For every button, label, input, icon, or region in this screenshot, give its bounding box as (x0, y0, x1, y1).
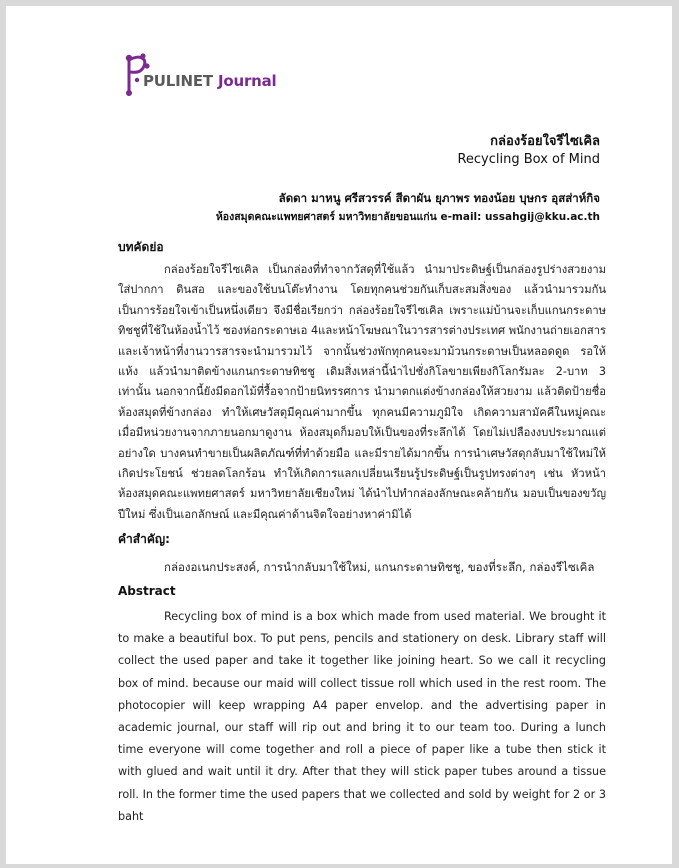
title-english: Recycling Box of Mind (457, 152, 600, 167)
keywords-list: กล่องอเนกประสงค์, การนำกลับมาใช้ใหม่, แกนกระดาษทิชชู, ของที่ระลึก, กล่องรีไซเคิล (164, 560, 595, 574)
keywords-heading: คำสำคัญ: (118, 532, 170, 546)
abstract-english-heading: Abstract (118, 584, 176, 598)
logo-wordmark (143, 72, 277, 90)
journal-page (6, 6, 672, 864)
pulinet-logo (121, 50, 311, 98)
abstract-thai-body: กล่องร้อยใจรีไซเคิล เป็นกล่องที่ทำจากวัสดุที่ใช้แล้ว นำมาประดิษฐ์เป็นกล่องรูปร่างสวยงาม ใส่ปากกา ดินสอ และของใช้บนโต๊ะทำงาน โดยทุกคนช่วยกันเก็บสะสมสิ่งของ แล้วนำมารวมกัน เป็นการร้อยใจเข้าเป็นหนึ่งเดียว จึงมีชื่อเรียกว่า กล่องร้อยใจรีไซเคิล เพราะแม่บ้านจะเก็บแกนกระดาษทิชชูที่ใช้ในห้องน้ำไว้ ซองห่อกระดาษเอ 4และหน้าโฆษณาในวารสารต่างประเทศ พนักงานถ่ายเอกสารและเจ้าหน้าที่งานวารสารจะนำมารวมไว้ จากนั้นช่วงพักทุกคนจะมาม้วนกระดาษเป็นหลอดดูด รอให้แห้ง แล้วนำมาติดข้างแกนกระดาษทิชชู เดิมสิ่งเหล่านี้นำไปชั่งกิโลขายเพียงกิโลกรัมละ 2-บาท 3 เท่านั้น นอกจากนี้ยังมีดอกไม้ที่รื้อจากป้ายนิทรรศการ นำมาตกแต่งข้างกล่องให้สวยงาม แล้วติดป้ายชื่อห้องสมุดที่ข้างกล่อง ทำให้เศษวัสดุมีคุณค่ามากขึ้น ทุกคนมีความภูมิใจ เกิดความสามัคคีในหมู่คณะ เมื่อมีหน่วยงานจากภายนอกมาดูงาน ห้องสมุดก็มอบให้เป็นของที่ระลึกได้ โดยไม่เปลืองงบประมาณแต่อย่างใด บางคนทำขายเป็นผลิตภัณฑ์ที่ทำด้วยมือ และมีรายได้มากขึ้น การนำเศษวัสดุกลับมาใช้ใหม่ให้เกิดประโยชน์ ช่วยลดโลกร้อน ทำให้เกิดการแลกเปลี่ยนเรียนรู้ประดิษฐ์เป็นรูปทรงต่างๆ เช่น หัวหน้าห้องสมุดคณะแพทยศาสตร์ มหาวิทยาลัยเชียงใหม่ ได้นำไปทำกล่องลักษณะคล้ายกัน มอบเป็นของขวัญปีใหม่ ซึ่งเป็นเอกลักษณ์ และมีคุณค่าด้านจิตใจอย่างหาค่ามิได้ (118, 263, 606, 521)
abstract-english-body: Recycling box of mind is a box which made from used material. We brought it to make a beautiful box. To put pens, pencils and stationery on desk. Library staff will collect the used paper and take it together like joining heart. So we call it recycling box of mind. because our maid will collect tissue roll which used in the rest room. The photocopier will keep wrapping A4 paper envelop. and the advertising paper in academic journal, our staff will rip out and bring it to our team too. During a lunch time everyone will come together and roll a piece of paper like a tube then stick it with glued and wait until it dry. After that they will stick paper tubes around a tissue roll. In the former time the used papers that we collected and sold by weight for 2 or 3 baht (118, 610, 606, 823)
logo-suffix: Journal (217, 72, 277, 90)
author-list: ลัดดา มาหนู ศรีสวรรค์ สีดาผัน ยุภาพร ทองน้อย บุษกร อุสส่าห์กิจ (278, 191, 600, 205)
title-thai: กล่องร้อยใจรีไซเคิล (490, 134, 600, 149)
abstract-thai-heading: บทคัดย่อ (118, 240, 164, 254)
affiliation: ห้องสมุดคณะแพทยศาสตร์ มหาวิทยาลัยขอนแก่น e-mail: ussahgij@kku.ac.th (215, 211, 600, 223)
logo-name: PULINET (143, 72, 213, 90)
